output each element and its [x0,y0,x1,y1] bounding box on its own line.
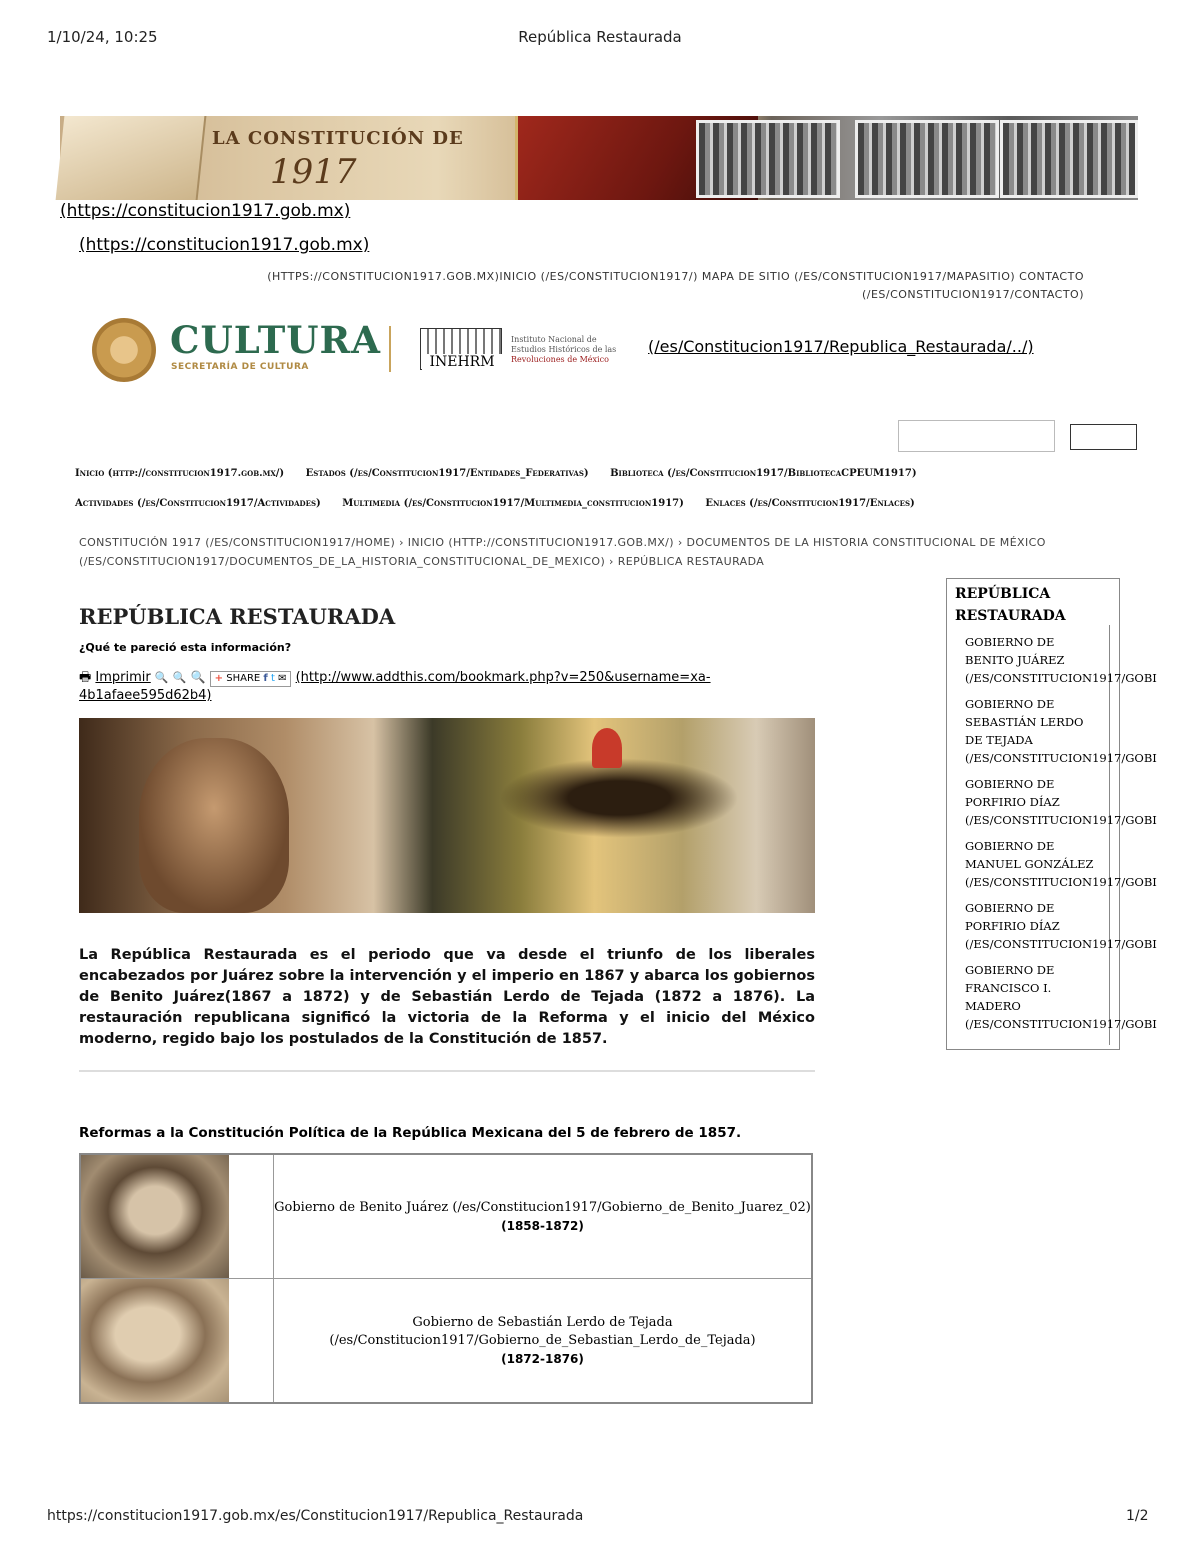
cultura-logo: CULTURA [170,318,381,362]
portrait-cell [80,1154,274,1279]
government-link-path[interactable]: (/es/Constitucion1917/Gobierno_de_Sebastian_Lerdo_de_Tejada) [329,1332,756,1348]
government-years: (1858-1872) [501,1218,584,1233]
lerdo-de-tejada-portrait [81,1279,229,1402]
table-row [80,1279,812,1404]
sidebar-list [965,633,1157,1041]
zoom-in-icon[interactable]: 🔍 [190,670,206,684]
share-button[interactable] [210,671,292,687]
inehrm-subtitle [511,335,616,365]
search-button[interactable] [1070,424,1137,450]
top-nav-line-2[interactable]: (/ES/CONSTITUCION1917/CONTACTO) [861,288,1084,301]
search-input[interactable] [898,420,1055,452]
historic-photo [696,120,840,198]
historic-photo [1000,120,1138,198]
reforms-heading: Reformas a la Constitución Política de la República Mexicana del 5 de febrero de 1857. [79,1125,742,1141]
phrygian-cap-icon [592,728,622,768]
portrait-cell [80,1279,274,1404]
sidebar-item-porfirio-diaz[interactable]: GOBIERNO DE PORFIRIO DÍAZ (/ES/CONSTITUCION1917/GOBI [965,777,1157,827]
menu-item-inicio[interactable]: Inicio (http://constitucion1917.gob.mx/) [75,468,285,479]
breadcrumb[interactable] [79,533,1109,571]
share-label: SHARE [226,673,261,684]
menu-item-enlaces[interactable]: Enlaces (/es/Constitucion1917/Enlaces) [705,498,915,509]
logo-link[interactable]: (/es/Constitucion1917/Republica_Restaurada/../) [648,337,1034,356]
sidebar-item-porfirio-diaz-2[interactable]: GOBIERNO DE PORFIRIO DÍAZ (/ES/CONSTITUCION1917/GOBI [965,901,1157,951]
juarez-portrait [139,738,289,913]
mexico-seal-icon [92,318,156,382]
sidebar-item-lerdo-de-tejada[interactable]: GOBIERNO DE SEBASTIÁN LERDO DE TEJADA (/ES/CONSTITUCION1917/GOBI [965,697,1157,765]
inehrm-sub-3: Revoluciones de México [511,355,609,364]
addthis-link[interactable]: (http://www.addthis.com/bookmark.php?v=250&username=xa- [295,670,711,685]
governments-table [79,1153,813,1404]
breadcrumb-line-2[interactable]: (/ES/CONSTITUCION1917/DOCUMENTOS_DE_LA_HISTORIA_CONSTITUCIONAL_DE_MEXICO) › REPÚBLICA RESTAURADA [79,555,765,568]
main-menu-row-1 [75,468,917,479]
twitter-icon: t [270,673,275,684]
inehrm-sub-1: Instituto Nacional de [511,335,597,344]
printer-icon[interactable]: 🖶 [79,670,92,685]
facebook-icon: f [263,673,268,684]
breadcrumb-line-1[interactable]: CONSTITUCIÓN 1917 (/ES/CONSTITUCION1917/HOME) › INICIO (HTTP://CONSTITUCION1917.GOB.MX/) › DOCUMENTOS DE LA HISTORIA CONSTITUCIONAL DE MÉXICO [79,536,1046,549]
email-icon: ✉ [278,673,287,684]
sidebar-item-manuel-gonzalez[interactable]: GOBIERNO DE MANUEL GONZÁLEZ (/ES/CONSTITUCION1917/GOBI [965,839,1157,889]
footer-page-number: 1/2 [1126,1508,1149,1524]
zoom-out-icon[interactable]: 🔍 [154,671,169,684]
plus-icon: + [214,673,224,684]
banner-year: 1917 [270,152,357,192]
page-title: REPÚBLICA RESTAURADA [79,604,396,629]
print-link[interactable]: Imprimir [95,670,151,685]
footer-url: https://constitucion1917.gob.mx/es/Constitucion1917/Republica_Restaurada [47,1508,584,1524]
government-cell[interactable] [274,1279,813,1404]
menu-item-biblioteca[interactable]: Biblioteca (/es/Constitucion1917/BibliotecaCPEUM1917) [610,468,917,479]
divider [79,1070,815,1072]
zoom-reset-icon[interactable]: 🔍 [172,671,187,684]
sidebar-item-francisco-madero[interactable]: GOBIERNO DE FRANCISCO I. MADERO (/ES/CONSTITUCION1917/GOBI [965,963,1157,1031]
historic-photo [855,120,999,198]
cultura-subtitle: SECRETARÍA DE CULTURA [171,362,309,372]
share-bar [79,668,815,705]
constitution-document-image [56,116,207,200]
logo-divider [389,326,391,372]
top-nav-line-1[interactable]: (HTTPS://CONSTITUCION1917.GOB.MX)INICIO (/ES/CONSTITUCION1917/) MAPA DE SITIO (/ES/CONSTITUCION1917/MAPASITIO) CONTACTO [267,270,1084,283]
intro-paragraph: La República Restaurada es el periodo que va desde el triunfo de los liberales encabezados por Juárez sobre la intervención y el imperio en 1867 y abarca los gobiernos de Benito Juárez(1867 a 1872) y de Sebastián Lerdo de Tejada (1872 a 1876). La restauración republicana significó la victoria de la Reforma y el inicio del México moderno, regido bajo los postulados de la Constitución de 1857. [79,947,815,1047]
sidebar [946,578,1157,1050]
print-title: República Restaurada [518,28,682,46]
banner-title: LA CONSTITUCIÓN DE [212,128,464,149]
government-years: (1872-1876) [501,1351,584,1366]
inehrm-logo-text: INEHRM [422,354,502,370]
addthis-link-2[interactable]: 4b1afaee595d62b4) [79,688,212,703]
feedback-prompt[interactable]: ¿Qué te pareció esta información? [79,641,292,654]
sidebar-title: REPÚBLICA RESTAURADA [955,586,1066,624]
main-menu-row-2 [75,498,915,509]
print-datetime: 1/10/24, 10:25 [47,28,158,46]
menu-item-multimedia[interactable]: Multimedia (/es/Constitucion1917/Multimedia_constitucion1917) [342,498,684,509]
eagle-emblem [499,758,739,838]
hero-image [79,718,815,913]
government-cell[interactable] [274,1154,813,1279]
benito-juarez-portrait [81,1155,229,1278]
home-link-2[interactable]: (https://constitucion1917.gob.mx) [79,235,370,255]
menu-item-estados[interactable]: Estados (/es/Constitucion1917/Entidades_Federativas) [305,468,589,479]
header-banner[interactable] [60,116,1138,200]
inehrm-sub-2: Estudios Históricos de las [511,345,617,354]
home-link[interactable]: (https://constitucion1917.gob.mx) [60,201,351,221]
menu-item-actividades[interactable]: Actividades (/es/Constitucion1917/Actividades) [75,498,321,509]
sidebar-item-benito-juarez[interactable]: GOBIERNO DE BENITO JUÁREZ (/ES/CONSTITUCION1917/GOBI [965,635,1157,685]
table-row [80,1154,812,1279]
government-link[interactable]: Gobierno de Benito Juárez (/es/Constitucion1917/Gobierno_de_Benito_Juarez_02) [274,1199,811,1215]
government-link[interactable]: Gobierno de Sebastián Lerdo de Tejada [412,1314,673,1330]
